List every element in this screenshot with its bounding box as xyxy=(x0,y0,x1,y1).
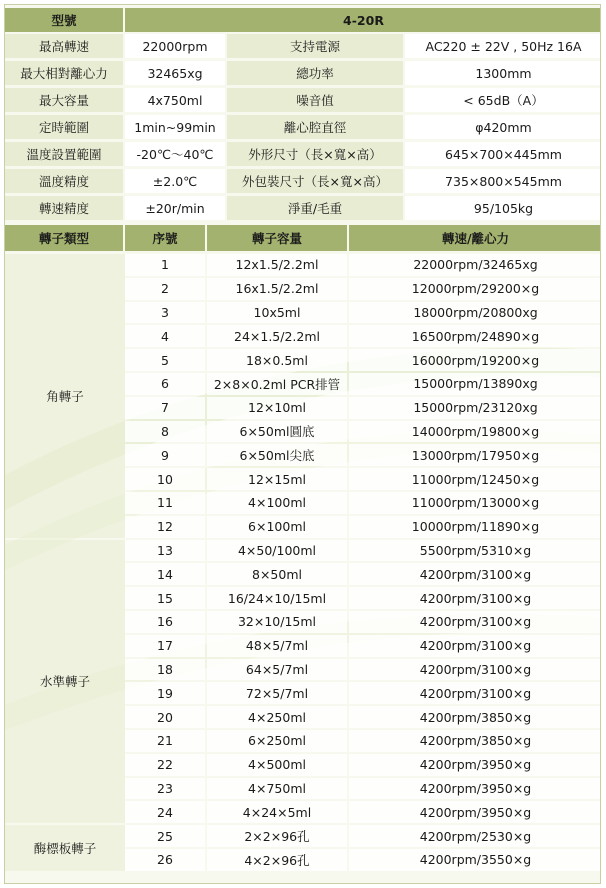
spec-value: < 65dB（A） xyxy=(405,88,601,112)
rotor-speed-rcf: 4200rpm/3950×g xyxy=(349,754,601,776)
rotor-index: 4 xyxy=(125,325,205,347)
rotor-speed-rcf: 4200rpm/3550×g xyxy=(349,849,601,871)
rotor-row xyxy=(5,349,601,371)
rotor-index: 9 xyxy=(125,444,205,466)
rotor-row xyxy=(5,254,601,276)
rotor-row xyxy=(5,825,601,847)
rotor-row xyxy=(5,778,601,800)
rotor-speed-rcf: 11000rpm/13000×g xyxy=(349,492,601,514)
spec-value: ±2.0℃ xyxy=(125,169,225,193)
rotor-row xyxy=(5,682,601,704)
spec-label: 外包裝尺寸（長×寬×高） xyxy=(227,169,403,193)
rotor-speed-rcf: 15000rpm/23120xg xyxy=(349,397,601,419)
rotor-speed-rcf: 4200rpm/3100×g xyxy=(349,682,601,704)
rotor-capacity: 16/24×10/15ml xyxy=(207,587,347,609)
rotor-row xyxy=(5,540,601,562)
spec-label: 淨重/毛重 xyxy=(227,196,403,220)
rotor-speed-rcf: 16500rpm/24890×g xyxy=(349,325,601,347)
spec-row xyxy=(5,34,601,58)
rotor-speed-rcf: 10000rpm/11890×g xyxy=(349,516,601,538)
rotor-capacity: 72×5/7ml xyxy=(207,682,347,704)
rotor-capacity: 10x5ml xyxy=(207,302,347,324)
model-value: 4-20R xyxy=(125,8,601,32)
rotor-index: 14 xyxy=(125,563,205,585)
rotor-index: 15 xyxy=(125,587,205,609)
rotor-speed-rcf: 13000rpm/17950×g xyxy=(349,444,601,466)
rotor-row xyxy=(5,492,601,514)
spec-value: 1min~99min xyxy=(125,115,225,139)
rotor-speed-rcf: 4200rpm/3100×g xyxy=(349,659,601,681)
rotor-row xyxy=(5,421,601,443)
rotor-row xyxy=(5,444,601,466)
rotor-speed-rcf: 4200rpm/2530×g xyxy=(349,825,601,847)
rotor-row xyxy=(5,706,601,728)
rotor-capacity: 4×24×5ml xyxy=(207,801,347,823)
spec-label: 最大容量 xyxy=(5,88,123,112)
rotor-index: 2 xyxy=(125,278,205,300)
rotor-index: 24 xyxy=(125,801,205,823)
rotor-capacity: 4×2×96孔 xyxy=(207,849,347,871)
rotor-row xyxy=(5,302,601,324)
spec-value: -20℃～40℃ xyxy=(125,142,225,166)
rotor-index: 26 xyxy=(125,849,205,871)
rotor-row xyxy=(5,730,601,752)
spec-label: 外形尺寸（長×寬×高） xyxy=(227,142,403,166)
spec-row xyxy=(5,115,601,139)
rotor-index: 19 xyxy=(125,682,205,704)
rotor-index: 21 xyxy=(125,730,205,752)
rotor-speed-rcf: 4200rpm/3850×g xyxy=(349,706,601,728)
rotor-speed-rcf: 4200rpm/3100×g xyxy=(349,611,601,633)
rotor-index: 16 xyxy=(125,611,205,633)
rotor-speed-rcf: 12000rpm/29200×g xyxy=(349,278,601,300)
spec-label: 轉速精度 xyxy=(5,196,123,220)
rotor-row xyxy=(5,635,601,657)
rotor-index: 5 xyxy=(125,349,205,371)
rotor-index: 3 xyxy=(125,302,205,324)
rotor-index: 13 xyxy=(125,540,205,562)
rotor-capacity: 4×500ml xyxy=(207,754,347,776)
spec-value: 735×800×545mm xyxy=(405,169,601,193)
rotor-capacity: 4×750ml xyxy=(207,778,347,800)
rotor-capacity: 6×250ml xyxy=(207,730,347,752)
rotor-speed-rcf: 22000rpm/32465xg xyxy=(349,254,601,276)
rotor-capacity: 4×50/100ml xyxy=(207,540,347,562)
rotor-index: 12 xyxy=(125,516,205,538)
rotor-row xyxy=(5,587,601,609)
header-speed-rcf: 轉速/離心力 xyxy=(349,225,601,251)
rotor-index: 8 xyxy=(125,421,205,443)
rotor-capacity: 2×2×96孔 xyxy=(207,825,347,847)
header-rotor-type: 轉子類型 xyxy=(5,225,123,251)
spec-value: 32465xg xyxy=(125,61,225,85)
rotor-row xyxy=(5,278,601,300)
spec-sheet xyxy=(4,4,601,884)
rotor-row xyxy=(5,849,601,871)
spec-row xyxy=(5,88,601,112)
rotor-index: 17 xyxy=(125,635,205,657)
spec-label: 噪音值 xyxy=(227,88,403,112)
rotor-speed-rcf: 4200rpm/3100×g xyxy=(349,563,601,585)
rotor-group-label: 酶標板轉子 xyxy=(5,825,125,871)
rotor-capacity: 16x1.5/2.2ml xyxy=(207,278,347,300)
rotor-speed-rcf: 4200rpm/3950×g xyxy=(349,778,601,800)
rotor-group-label: 水準轉子 xyxy=(5,540,125,824)
rotor-index: 11 xyxy=(125,492,205,514)
rotor-group-label: 角轉子 xyxy=(5,254,125,538)
rotor-speed-rcf: 11000rpm/12450×g xyxy=(349,468,601,490)
rotor-capacity: 6×50ml尖底 xyxy=(207,444,347,466)
rotor-capacity: 12×15ml xyxy=(207,468,347,490)
spec-label: 最大相對離心力 xyxy=(5,61,123,85)
rotor-speed-rcf: 4200rpm/3100×g xyxy=(349,587,601,609)
rotor-index: 25 xyxy=(125,825,205,847)
spec-row xyxy=(5,169,601,193)
rotor-capacity: 8×50ml xyxy=(207,563,347,585)
rotor-index: 6 xyxy=(125,373,205,395)
rotor-capacity: 6×100ml xyxy=(207,516,347,538)
spec-value: 22000rpm xyxy=(125,34,225,58)
rotor-capacity: 6×50ml圓底 xyxy=(207,421,347,443)
model-row xyxy=(5,8,601,32)
rotor-capacity: 48×5/7ml xyxy=(207,635,347,657)
spec-row xyxy=(5,142,601,166)
rotor-row xyxy=(5,397,601,419)
rotor-index: 22 xyxy=(125,754,205,776)
rotor-capacity: 4×100ml xyxy=(207,492,347,514)
rotor-row xyxy=(5,516,601,538)
rotor-row xyxy=(5,611,601,633)
spec-label: 總功率 xyxy=(227,61,403,85)
rotor-speed-rcf: 15000rpm/13890xg xyxy=(349,373,601,395)
rotor-speed-rcf: 5500rpm/5310×g xyxy=(349,540,601,562)
spec-value: AC220 ± 22V , 50Hz 16A xyxy=(405,34,601,58)
rotor-speed-rcf: 4200rpm/3950×g xyxy=(349,801,601,823)
rotor-speed-rcf: 18000rpm/20800xg xyxy=(349,302,601,324)
spec-row xyxy=(5,61,601,85)
rotor-capacity: 32×10/15ml xyxy=(207,611,347,633)
rotor-header-row xyxy=(5,225,601,251)
header-index: 序號 xyxy=(125,225,205,251)
rotor-row xyxy=(5,373,601,395)
spec-label: 支持電源 xyxy=(227,34,403,58)
spec-value: 95/105kg xyxy=(405,196,601,220)
rotor-capacity: 64×5/7ml xyxy=(207,659,347,681)
spec-value: φ420mm xyxy=(405,115,601,139)
rotor-capacity: 18×0.5ml xyxy=(207,349,347,371)
header-capacity: 轉子容量 xyxy=(207,225,347,251)
spec-value: ±20r/min xyxy=(125,196,225,220)
rotor-row xyxy=(5,754,601,776)
spec-label: 最高轉速 xyxy=(5,34,123,58)
rotor-speed-rcf: 4200rpm/3100×g xyxy=(349,635,601,657)
rotor-index: 1 xyxy=(125,254,205,276)
rotor-row xyxy=(5,801,601,823)
rotor-row xyxy=(5,325,601,347)
rotor-row xyxy=(5,468,601,490)
rotor-row xyxy=(5,659,601,681)
rotor-capacity: 12×10ml xyxy=(207,397,347,419)
spec-label: 溫度設置範圍 xyxy=(5,142,123,166)
spec-value: 1300mm xyxy=(405,61,601,85)
rotor-speed-rcf: 16000rpm/19200×g xyxy=(349,349,601,371)
rotor-speed-rcf: 14000rpm/19800×g xyxy=(349,421,601,443)
rotor-capacity: 2×8×0.2ml PCR排管 xyxy=(207,373,347,395)
rotor-speed-rcf: 4200rpm/3850×g xyxy=(349,730,601,752)
rotor-capacity: 24×1.5/2.2ml xyxy=(207,325,347,347)
spec-value: 4x750ml xyxy=(125,88,225,112)
rotor-capacity: 12x1.5/2.2ml xyxy=(207,254,347,276)
spec-label: 定時範圍 xyxy=(5,115,123,139)
rotor-index: 7 xyxy=(125,397,205,419)
spec-value: 645×700×445mm xyxy=(405,142,601,166)
spec-label: 溫度精度 xyxy=(5,169,123,193)
rotor-capacity: 4×250ml xyxy=(207,706,347,728)
model-label: 型號 xyxy=(5,8,123,32)
rotor-index: 18 xyxy=(125,659,205,681)
spec-row xyxy=(5,196,601,220)
rotor-row xyxy=(5,563,601,585)
rotor-index: 20 xyxy=(125,706,205,728)
rotor-index: 10 xyxy=(125,468,205,490)
spec-label: 離心腔直徑 xyxy=(227,115,403,139)
rotor-index: 23 xyxy=(125,778,205,800)
